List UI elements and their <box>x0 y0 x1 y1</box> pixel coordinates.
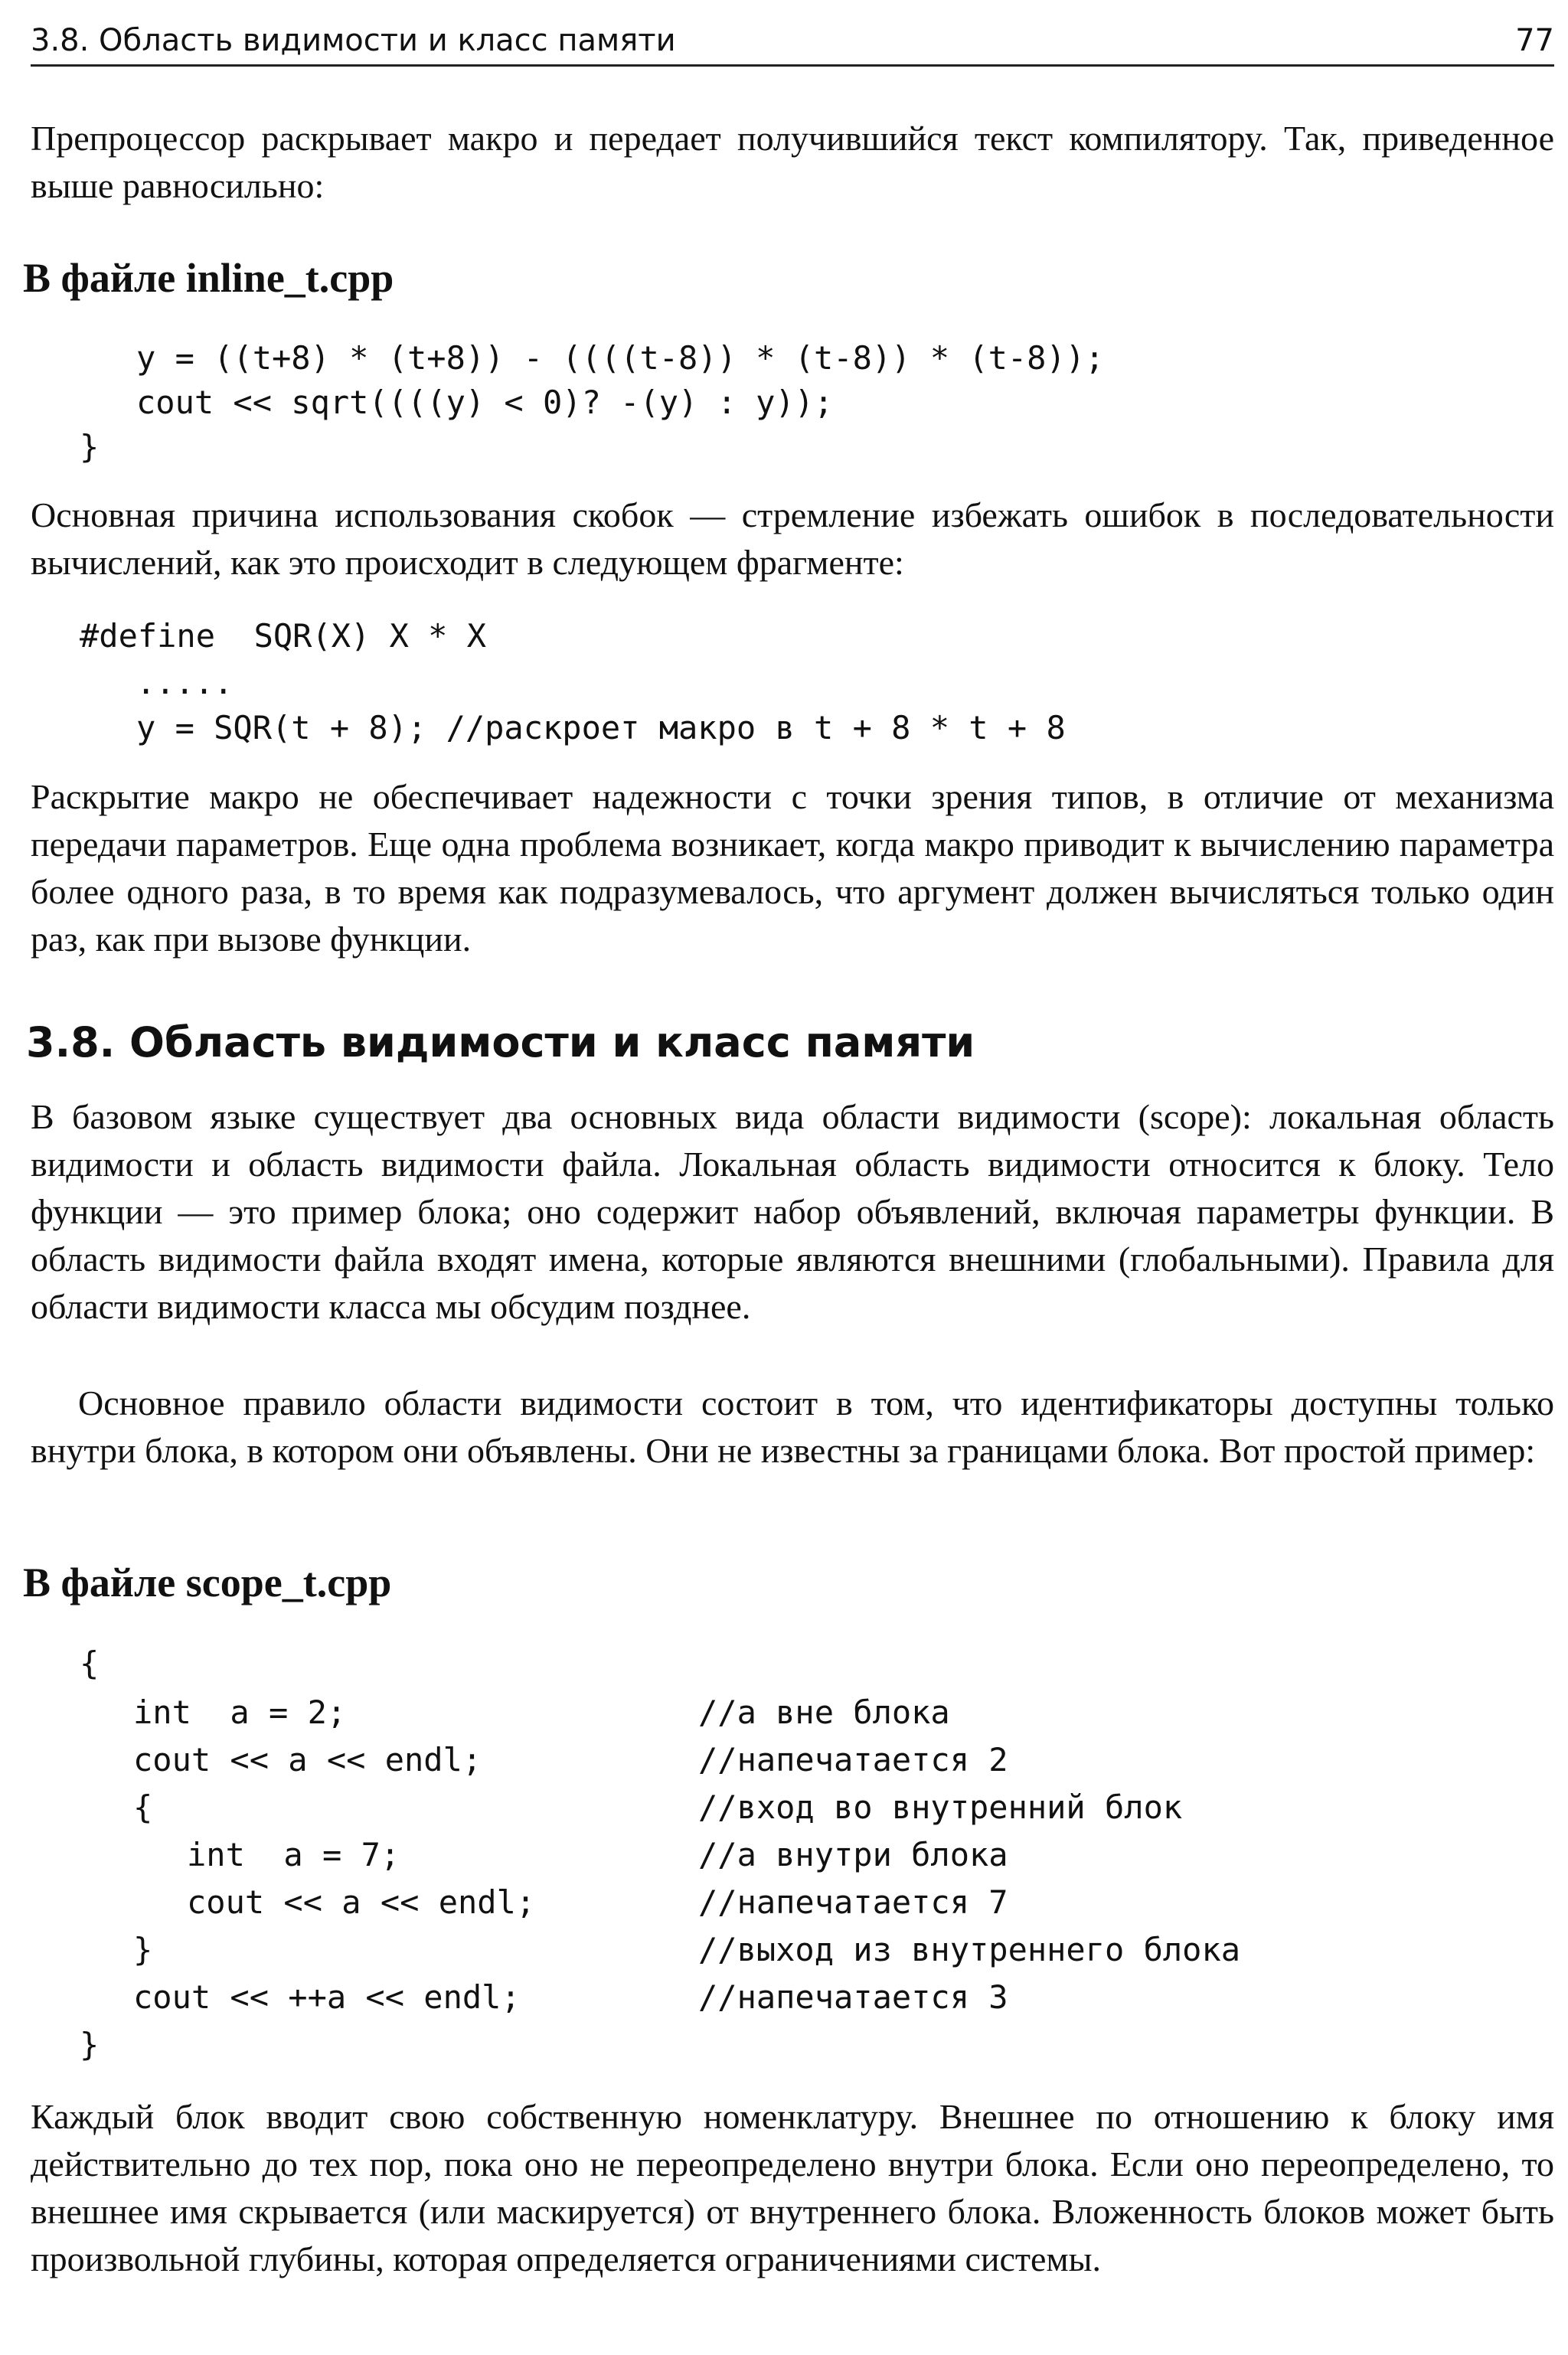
paragraph-macro-expansion: Раскрытие макро не обеспечивает надежности с точки зрения типов, в отличие от механизма передачи параметров. Еще одна проблема возникает, когда макро приводит к вычислению параметра более одного раза, в то время как подразумевалось, что аргумент должен вычисляться только один раз, как при вызове функции. <box>31 777 1554 959</box>
code-line: { <box>133 1788 153 1826</box>
code-comment: //выход из внутреннего блока <box>698 1931 1241 1968</box>
code-line: cout << ++a << endl; <box>133 1978 521 2016</box>
code-line: cout << a << endl; <box>133 1741 482 1778</box>
code-line: } <box>133 1931 153 1968</box>
code-comment: //напечатается 7 <box>698 1883 1008 1921</box>
running-head <box>31 23 1554 66</box>
paragraph-block-nomenclature: Каждый блок вводит свою собственную номенклатуру. Внешнее по отношению к блоку имя действительно до тех пор, пока оно не переопределено внутри блока. Если оно переопределено, то внешнее имя скрывается (или маскируется) от внутреннего блока. Вложенность блоков может быть произвольной глубины, которая определяется ограничениями системы. <box>31 2097 1554 2278</box>
paragraph-scope-rule: Основное правило области видимости состоит в том, что идентификаторы доступны только внутри блока, в котором они объявлены. Они не известны за границами блока. Вот простой пример: <box>31 1383 1554 1470</box>
file-heading-scope: В файле scope_t.cpp <box>23 1560 392 1605</box>
code-comment: //вход во внутренний блок <box>698 1788 1183 1826</box>
code-comment: //напечатается 2 <box>698 1741 1008 1778</box>
code-comment: //напечатается 3 <box>698 1978 1008 2016</box>
header-rule <box>31 64 1554 67</box>
page-number: 77 <box>1515 23 1554 58</box>
paragraph-scope-kinds: В базовом языке существует два основных вида области видимости (scope): локальная область видимости и область видимости файла. Локальная область видимости относится к блоку. Тело функции — это пример блока; оно содержит набор объявлений, включая параметры функции. В область видимости файла входят имена, которые являются внешними (глобальными). Правила для области видимости класса мы обсудим позднее. <box>31 1097 1554 1326</box>
section-heading: 3.8. Область видимости и класс памяти <box>26 1018 975 1066</box>
code-line: ..... <box>136 664 234 701</box>
code-line: cout << sqrt((((y) < 0)? -(y) : y)); <box>136 384 834 421</box>
code-line: int a = 7; <box>187 1836 400 1873</box>
paragraph-parentheses: Основная причина использования скобок — стремление избежать ошибок в последовательности вычислений, как это происходит в следующем фрагменте: <box>31 495 1554 582</box>
code-line: cout << a << endl; <box>187 1883 536 1921</box>
code-line: y = SQR(t + 8); //раскроет макро в t + 8 * t + 8 <box>136 709 1066 746</box>
running-head-title: 3.8. Область видимости и класс памяти <box>31 23 676 58</box>
code-comment: //а внутри блока <box>698 1836 1008 1873</box>
code-line: } <box>80 428 100 465</box>
code-comment: //а вне блока <box>698 1694 950 1731</box>
code-line: { <box>80 1645 100 1682</box>
paragraph-preprocessor: Препроцессор раскрывает макро и передает получившийся текст компилятору. Так, приведенное выше равносильно: <box>31 119 1554 205</box>
code-line: } <box>80 2026 100 2063</box>
file-heading-inline: В файле inline_t.cpp <box>23 255 394 301</box>
code-line: #define SQR(X) X * X <box>80 617 487 655</box>
code-line: int a = 2; <box>133 1694 347 1731</box>
code-line: y = ((t+8) * (t+8)) - ((((t-8)) * (t-8)) * (t-8)); <box>136 339 1105 377</box>
